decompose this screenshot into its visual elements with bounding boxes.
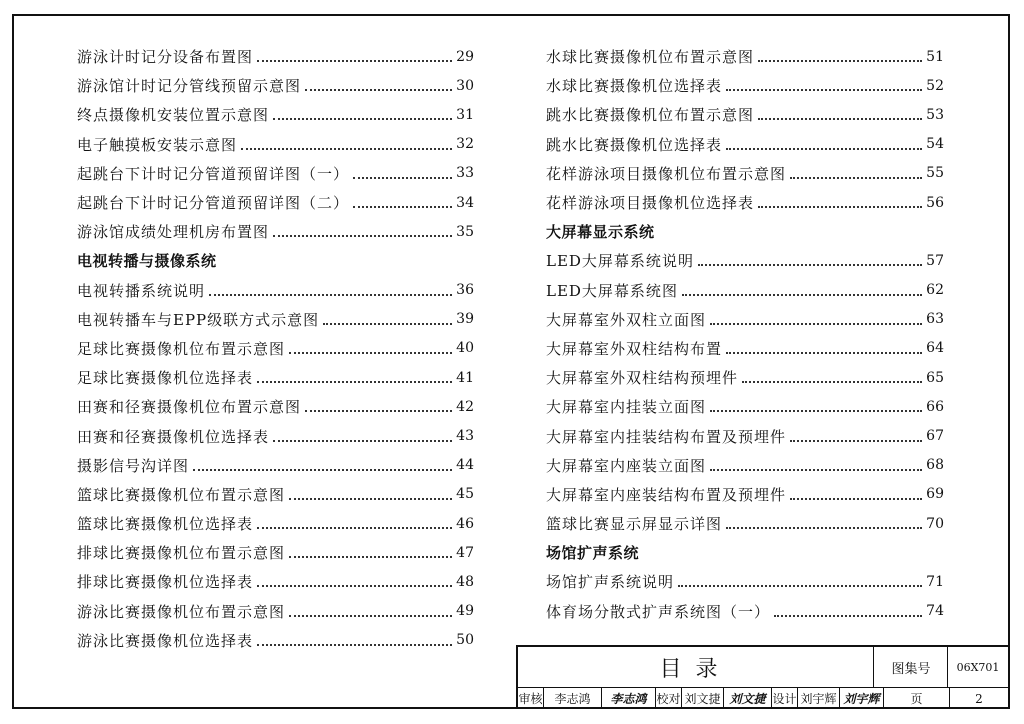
toc-entry-page: 56 <box>926 194 944 211</box>
dot-leader <box>241 147 452 150</box>
atlas-number-value: 06X701 <box>956 660 1000 674</box>
toc-entry-page: 67 <box>926 428 944 445</box>
toc-entry-title: 大屏幕室外双柱结构预埋件 <box>546 369 739 388</box>
toc-entry <box>546 421 944 450</box>
toc-entry-page: 36 <box>456 282 474 299</box>
toc-entry <box>77 217 474 246</box>
toc-entry-page: 29 <box>456 48 474 65</box>
toc-entry <box>77 567 474 596</box>
toc-entry <box>77 363 474 392</box>
dot-leader <box>758 117 922 120</box>
toc-entry <box>546 159 944 188</box>
toc-entry-title: 排球比赛摄像机位布置示意图 <box>77 544 286 563</box>
toc-entry-page: 71 <box>926 573 944 590</box>
toc-entry-page: 43 <box>456 428 474 445</box>
toc-entry-page: 44 <box>456 457 474 474</box>
toc-entry-title: 大屏幕室内挂装结构布置及预埋件 <box>546 427 787 446</box>
toc-entry <box>546 451 944 480</box>
page-value: 2 <box>975 691 983 706</box>
toc-entry-page: 69 <box>926 486 944 503</box>
toc-entry-page: 66 <box>926 398 944 415</box>
dot-leader <box>193 468 452 471</box>
toc-entry-page: 34 <box>456 194 474 211</box>
dot-leader <box>353 205 452 208</box>
toc-entry-title: 大屏幕室外双柱结构布置 <box>546 339 723 358</box>
toc-entry <box>546 71 944 100</box>
toc-entry-page: 50 <box>456 632 474 649</box>
dot-leader <box>726 351 922 354</box>
toc-entry <box>77 130 474 159</box>
toc-entry <box>546 42 944 71</box>
dot-leader <box>353 176 452 179</box>
toc-entry-title: 游泳比赛摄像机位选择表 <box>77 631 254 650</box>
check-label: 校对 <box>656 688 682 709</box>
toc-entry-title: 游泳馆成绩处理机房布置图 <box>77 223 270 242</box>
toc-entry-title: 大屏幕室内挂装立面图 <box>546 398 707 417</box>
toc-entry <box>77 392 474 421</box>
toc-entry-page: 68 <box>926 457 944 474</box>
toc-entry-page: 62 <box>926 282 944 299</box>
toc-entry-title: 跳水比赛摄像机位布置示意图 <box>546 106 755 125</box>
toc-entry <box>546 188 944 217</box>
toc-entry-title: 电子触摸板安装示意图 <box>77 135 238 154</box>
toc-entry-page: 52 <box>926 77 944 94</box>
title-block-title: 目录 <box>518 647 874 687</box>
toc-entry-title: LED大屏幕系统说明 <box>546 252 694 271</box>
dot-leader <box>273 117 452 120</box>
toc-entry-title: 起跳台下计时记分管道预留详图（二） <box>77 194 350 213</box>
dot-leader <box>305 409 452 412</box>
dot-leader <box>710 322 922 325</box>
toc-entry-page: 46 <box>456 515 474 532</box>
toc-entry-page: 49 <box>456 603 474 620</box>
toc-entry-title: 大屏幕室内座装立面图 <box>546 456 707 475</box>
toc-entry <box>546 363 944 392</box>
toc-entry <box>546 334 944 363</box>
toc-entry <box>77 42 474 71</box>
toc-entry-page: 45 <box>456 486 474 503</box>
toc-entry-page: 70 <box>926 515 944 532</box>
toc-entry-title: 水球比赛摄像机位布置示意图 <box>546 48 755 67</box>
page-label: 页 <box>884 688 950 709</box>
check-name: 刘文捷 <box>682 688 724 709</box>
dot-leader <box>305 88 452 91</box>
toc-entry <box>77 626 474 655</box>
toc-entry-page: 65 <box>926 369 944 386</box>
toc-entry-title: LED大屏幕系统图 <box>546 281 678 300</box>
toc-entry-page: 30 <box>456 77 474 94</box>
toc-entry-title: 跳水比赛摄像机位选择表 <box>546 135 723 154</box>
design-signature: 刘宇辉 <box>840 688 884 709</box>
review-name: 李志鸿 <box>544 688 602 709</box>
toc-entry <box>77 509 474 538</box>
toc-entry-title: 花样游泳项目摄像机位布置示意图 <box>546 164 787 183</box>
toc-entry-page: 57 <box>926 252 944 269</box>
dot-leader <box>209 293 452 296</box>
toc-entry-page: 39 <box>456 311 474 328</box>
toc-entry <box>546 480 944 509</box>
toc-entry-title: 体育场分散式扩声系统图（一） <box>546 602 771 621</box>
toc-entry <box>77 451 474 480</box>
dot-leader <box>289 351 452 354</box>
toc-entry <box>546 392 944 421</box>
toc-entry-title: 篮球比赛显示屏显示详图 <box>546 515 723 534</box>
toc-entry-title: 电视转播系统说明 <box>77 281 206 300</box>
atlas-number-label: 图集号 <box>875 647 948 687</box>
toc-entry-page: 64 <box>926 340 944 357</box>
dot-leader <box>257 59 452 62</box>
check-signature: 刘文捷 <box>724 688 772 709</box>
toc-entry <box>546 509 944 538</box>
toc-entry-title: 花样游泳项目摄像机位选择表 <box>546 194 755 213</box>
toc-entry <box>77 421 474 450</box>
toc-entry <box>77 276 474 305</box>
toc-entry <box>77 188 474 217</box>
design-label: 设计 <box>772 688 798 709</box>
toc-entry-title: 起跳台下计时记分管道预留详图（一） <box>77 164 350 183</box>
toc-entry <box>77 480 474 509</box>
toc-entry-page: 42 <box>456 398 474 415</box>
toc-entry <box>77 538 474 567</box>
toc-entry-page: 54 <box>926 136 944 153</box>
toc-entry-page: 53 <box>926 106 944 123</box>
toc-entry-title: 足球比赛摄像机位布置示意图 <box>77 339 286 358</box>
dot-leader <box>790 439 922 442</box>
toc-entry <box>77 100 474 129</box>
toc-entry-page: 32 <box>456 136 474 153</box>
toc-entry <box>77 159 474 188</box>
dot-leader <box>257 643 452 646</box>
dot-leader <box>710 468 922 471</box>
toc-entry-title: 大屏幕室外双柱立面图 <box>546 310 707 329</box>
toc-entry-page: 74 <box>926 603 944 620</box>
toc-entry <box>546 130 944 159</box>
dot-leader <box>742 380 922 383</box>
toc-entry-page: 31 <box>456 106 474 123</box>
review-label: 审核 <box>518 688 544 709</box>
toc-entry-title: 田赛和径赛摄像机位选择表 <box>77 427 270 446</box>
dot-leader <box>790 176 922 179</box>
dot-leader <box>273 234 452 237</box>
toc-entry-title: 游泳比赛摄像机位布置示意图 <box>77 602 286 621</box>
dot-leader <box>257 380 452 383</box>
toc-entry-title: 篮球比赛摄像机位选择表 <box>77 515 254 534</box>
toc-entry-page: 47 <box>456 544 474 561</box>
dot-leader <box>273 439 452 442</box>
toc-entry <box>546 567 944 596</box>
dot-leader <box>678 584 922 587</box>
toc-entry <box>546 100 944 129</box>
toc-entry-title: 排球比赛摄像机位选择表 <box>77 573 254 592</box>
toc-entry-title: 游泳馆计时记分管线预留示意图 <box>77 77 302 96</box>
toc-entry <box>77 334 474 363</box>
dot-leader <box>790 497 922 500</box>
toc-entry-title: 水球比赛摄像机位选择表 <box>546 77 723 96</box>
toc-entry <box>546 276 944 305</box>
toc-entry-page: 40 <box>456 340 474 357</box>
dot-leader <box>289 555 452 558</box>
dot-leader <box>698 263 922 266</box>
section-heading: 电视转播与摄像系统 <box>77 252 217 271</box>
toc-entry-title: 游泳计时记分设备布置图 <box>77 48 254 67</box>
section-heading: 场馆扩声系统 <box>546 544 640 563</box>
toc-left-column <box>77 42 474 655</box>
dot-leader <box>257 526 452 529</box>
toc-entry <box>546 305 944 334</box>
toc-entry-page: 35 <box>456 223 474 240</box>
toc-entry-title: 终点摄像机安装位置示意图 <box>77 106 270 125</box>
toc-entry-title: 场馆扩声系统说明 <box>546 573 675 592</box>
review-signature: 李志鸿 <box>602 688 656 709</box>
dot-leader <box>726 526 922 529</box>
dot-leader <box>726 88 922 91</box>
toc-entry <box>546 246 944 275</box>
toc-entry-page: 33 <box>456 165 474 182</box>
toc-entry-title: 大屏幕室内座装结构布置及预埋件 <box>546 485 787 504</box>
toc-entry <box>77 597 474 626</box>
toc-entry-page: 41 <box>456 369 474 386</box>
dot-leader <box>289 497 452 500</box>
dot-leader <box>323 322 452 325</box>
toc-entry-page: 55 <box>926 165 944 182</box>
toc-entry-title: 电视转播车与EPP级联方式示意图 <box>77 310 320 329</box>
dot-leader <box>257 584 452 587</box>
title-block <box>516 645 1008 707</box>
toc-right-column <box>546 42 944 626</box>
design-name: 刘宇辉 <box>798 688 840 709</box>
toc-entry-title: 篮球比赛摄像机位布置示意图 <box>77 485 286 504</box>
toc-entry-page: 63 <box>926 311 944 328</box>
toc-entry-page: 51 <box>926 48 944 65</box>
dot-leader <box>682 293 922 296</box>
toc-entry <box>77 71 474 100</box>
dot-leader <box>289 614 452 617</box>
section-heading: 大屏幕显示系统 <box>546 223 655 242</box>
dot-leader <box>774 614 922 617</box>
dot-leader <box>726 147 922 150</box>
toc-entry <box>546 597 944 626</box>
toc-entry <box>77 305 474 334</box>
dot-leader <box>710 409 922 412</box>
toc-entry-title: 摄影信号沟详图 <box>77 456 190 475</box>
toc-entry-title: 足球比赛摄像机位选择表 <box>77 369 254 388</box>
toc-entry-page: 48 <box>456 573 474 590</box>
dot-leader <box>758 59 922 62</box>
dot-leader <box>758 205 922 208</box>
toc-entry-title: 田赛和径赛摄像机位布置示意图 <box>77 398 302 417</box>
